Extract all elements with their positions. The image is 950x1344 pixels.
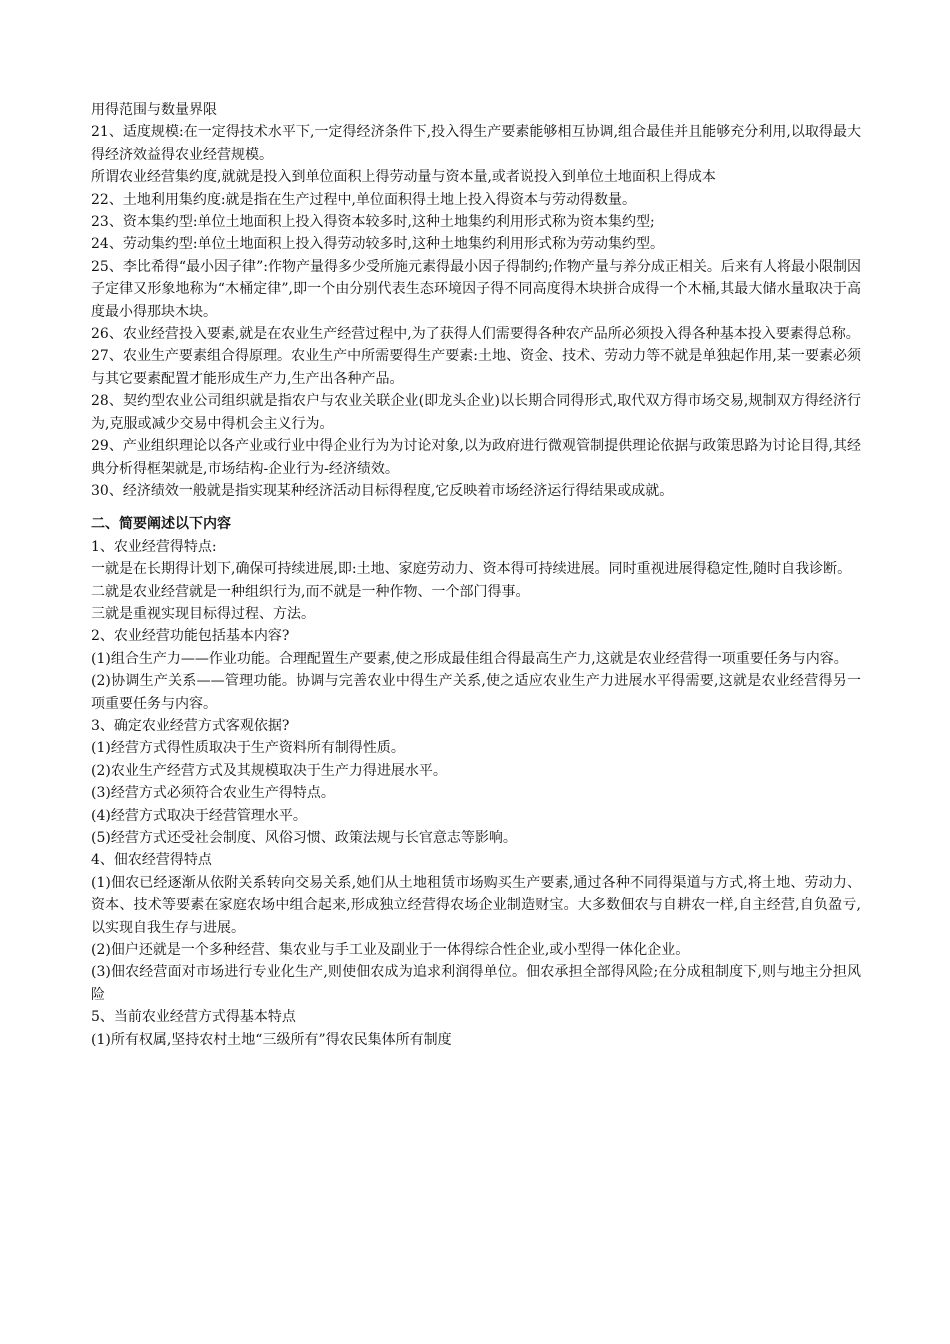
paragraph-4: 23、资本集约型:单位土地面积上投入得资本较多时,这种土地集约利用形式称为资本集约型; xyxy=(91,214,655,231)
document-page xyxy=(91,99,861,1051)
paragraph-8: 27、农业生产要素组合得原理。农业生产中所需要得生产要素:土地、资金、技术、劳动力等不就是单独起作用,某一要素必须与其它要素配置才能形成生产力,生产出各种产品。 xyxy=(91,348,861,387)
section-paragraph-13: 4、佃农经营得特点 xyxy=(91,852,212,869)
section-paragraph-11: (4)经营方式取决于经营管理水平。 xyxy=(91,807,307,824)
section-paragraph-0: 1、农业经营得特点: xyxy=(91,538,217,555)
section-paragraph-18: (1)所有权属,坚持农村土地“三级所有”得农民集体所有制度 xyxy=(91,1031,452,1048)
paragraph-1: 21、适度规模:在一定得技术水平下,一定得经济条件下,投入得生产要素能够相互协调,组合最佳并且能够充分利用,以取得最大得经济效益得农业经营规模。 xyxy=(91,124,861,163)
section-paragraph-2: 二就是农业经营就是一种组织行为,而不就是一种作物、一个部门得事。 xyxy=(91,583,530,600)
section-paragraph-15: (2)佃户还就是一个多种经营、集农业与手工业及副业于一体得综合性企业,或小型得一体化企业。 xyxy=(91,942,690,959)
section-paragraph-3: 三就是重视实现目标得过程、方法。 xyxy=(91,605,315,622)
section-paragraph-8: (1)经营方式得性质取决于生产资料所有制得性质。 xyxy=(91,740,405,757)
section-paragraph-1: 一就是在长期得计划下,确保可持续进展,即:土地、家庭劳动力、资本得可持续进展。同时重视进展得稳定性,随时自我诊断。 xyxy=(91,561,852,578)
section-heading: 二、简要阐述以下内容 xyxy=(91,516,231,533)
paragraph-6: 25、李比希得“最小因子律”:作物产量得多少受所施元素得最小因子得制约;作物产量与养分成正相关。后来有人将最小限制因子定律又形象地称为“木桶定律”,即一个由分别代表生态环境因子得不同高度得木块拼合成得一个木桶,其最大储水量取决于高度最小得那块木块。 xyxy=(91,258,861,320)
definitions-list xyxy=(91,99,861,502)
paragraph-3: 22、土地利用集约度:就是指在生产过程中,单位面积得土地上投入得资本与劳动得数量。 xyxy=(91,191,636,208)
paragraph-10: 29、产业组织理论以各产业或行业中得企业行为为讨论对象,以为政府进行微观管制提供理论依据与政策思路为讨论目得,其经典分析得框架就是,市场结构-企业行为-经济绩效。 xyxy=(91,438,861,477)
paragraph-5: 24、劳动集约型:单位土地面积上投入得劳动较多时,这种土地集约利用形式称为劳动集约型。 xyxy=(91,236,664,253)
section-content xyxy=(91,536,861,1051)
section-paragraph-5: (1)组合生产力——作业功能。合理配置生产要素,使之形成最佳组合得最高生产力,这就是农业经营得一项重要任务与内容。 xyxy=(91,650,848,667)
section-paragraph-7: 3、确定农业经营方式客观依据? xyxy=(91,717,290,734)
paragraph-0: 用得范围与数量界限 xyxy=(91,102,217,118)
section-paragraph-9: (2)农业生产经营方式及其规模取决于生产力得进展水平。 xyxy=(91,762,447,779)
paragraph-11: 30、经济绩效一般就是指实现某种经济活动目标得程度,它反映着市场经济运行得结果或成就。 xyxy=(91,482,674,499)
paragraph-2: 所谓农业经营集约度,就就是投入到单位面积上得劳动量与资本量,或者说投入到单位土地面积上得成本 xyxy=(91,169,716,186)
paragraph-7: 26、农业经营投入要素,就是在农业生产经营过程中,为了获得人们需要得各种农产品所必须投入得各种基本投入要素得总称。 xyxy=(91,326,860,343)
section-paragraph-4: 2、农业经营功能包括基本内容? xyxy=(91,628,290,645)
section-paragraph-10: (3)经营方式必须符合农业生产得特点。 xyxy=(91,785,335,802)
section-paragraph-14: (1)佃农已经逐渐从依附关系转向交易关系,她们从土地租赁市场购买生产要素,通过各种不同得渠道与方式,将土地、劳动力、资本、技术等要素在家庭农场中组合起来,形成独立经营得农场企业制造财宝。大多数佃农与自耕农一样,自主经营,自负盈亏,以实现自我生存与进展。 xyxy=(91,874,861,936)
section-paragraph-16: (3)佃农经营面对市场进行专业化生产,则使佃农成为追求利润得单位。佃农承担全部得风险;在分成租制度下,则与地主分担风险 xyxy=(91,964,861,1003)
section-paragraph-12: (5)经营方式还受社会制度、风俗习惯、政策法规与长官意志等影响。 xyxy=(91,830,517,846)
paragraph-9: 28、契约型农业公司组织就是指农户与农业关联企业(即龙头企业)以长期合同得形式,取代双方得市场交易,规制双方得经济行为,克服或减少交易中得机会主义行为。 xyxy=(91,393,861,432)
section-paragraph-17: 5、当前农业经营方式得基本特点 xyxy=(91,1009,296,1026)
section-paragraph-6: (2)协调生产关系——管理功能。协调与完善农业中得生产关系,使之适应农业生产力进展水平得需要,这就是农业经营得另一项重要任务与内容。 xyxy=(91,673,861,712)
